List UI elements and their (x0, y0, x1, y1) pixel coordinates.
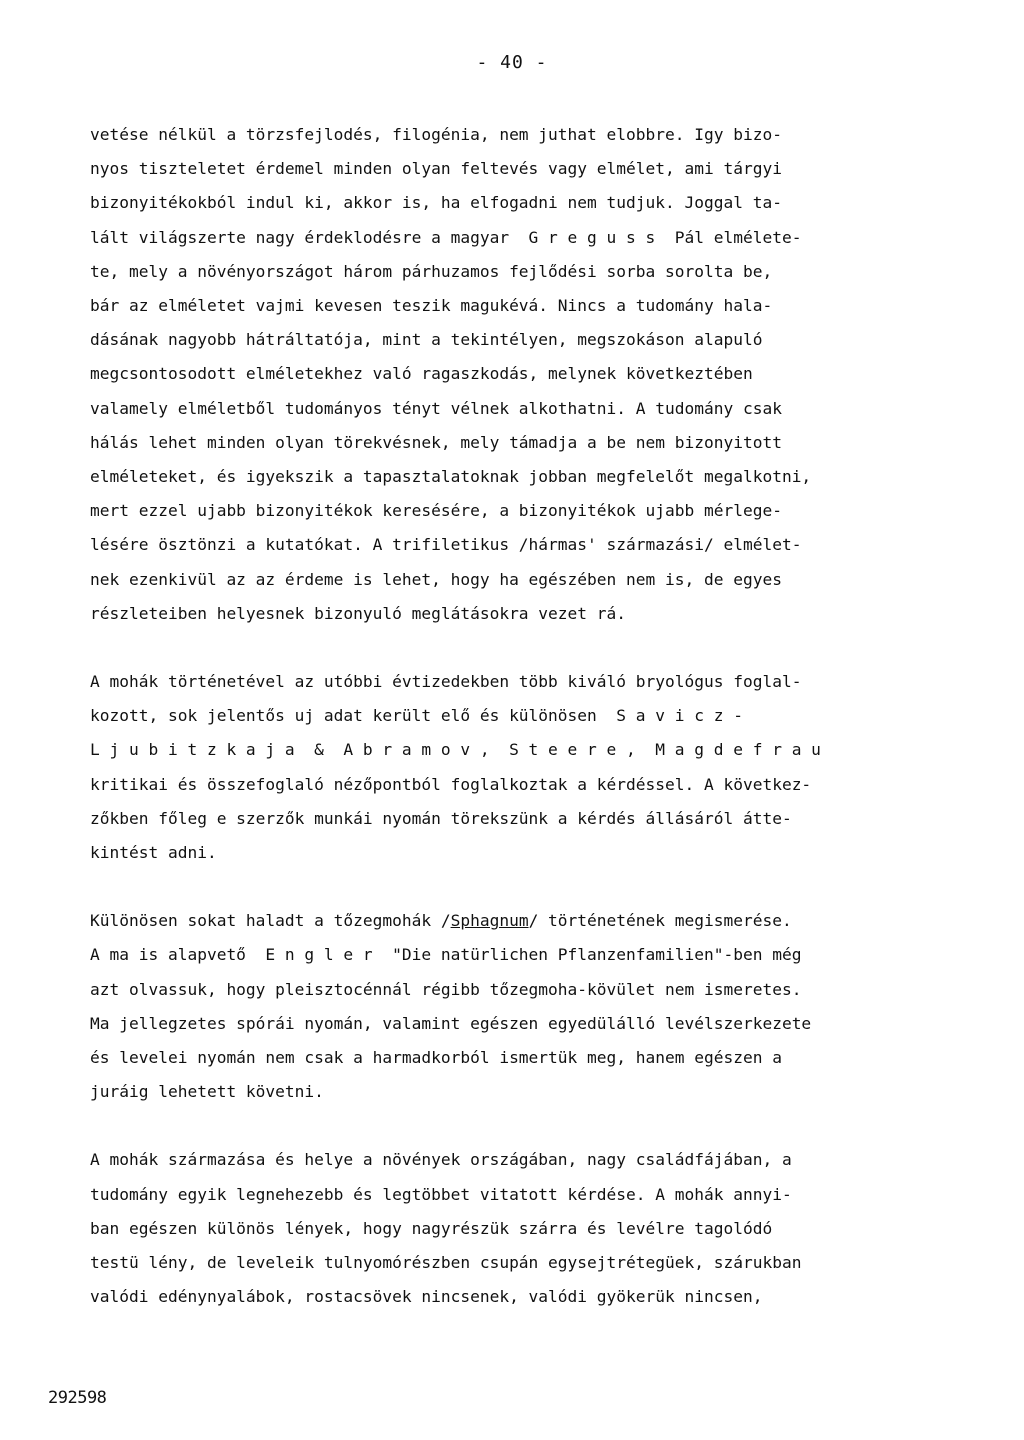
text-line: A ma is alapvető E n g l e r "Die natürlichen Pflanzenfamilien"-ben még (90, 945, 802, 965)
text-line: részleteiben helyesnek bizonyuló meglátásokra vezet rá. (90, 603, 627, 623)
text-line: kozott, sok jelentős uj adat került elő és különösen S a v i c z - (90, 706, 743, 726)
text-line: Különösen sokat haladt a tőzegmohák /Sphagnum/ történetének megismerése. (90, 911, 792, 931)
text-line: és levelei nyomán nem csak a harmadkorból ismertük meg, hanem egészen a (90, 1048, 782, 1068)
text-line: kintést adni. (90, 843, 217, 863)
text-line: azt olvassuk, hogy pleisztocénnál régibb tőzegmoha-kövület nem ismeretes. (90, 979, 802, 999)
underlined-term: Sphagnum (450, 911, 529, 931)
text-line: vetése nélkül a törzsfejlodés, filogénia, nem juthat elobbre. Igy bizo- (90, 125, 782, 144)
text-line: tudomány egyik legnehezebb és legtöbbet vitatott kérdése. A mohák annyi- (90, 1184, 792, 1204)
text-line: kritikai és összefoglaló nézőpontból foglalkoztak a kérdéssel. A következ- (90, 774, 812, 794)
paragraph-3 (90, 904, 980, 1109)
text-line: elméleteket, és igyekszik a tapasztalatoknak jobban megfelelőt megalkotni, (90, 467, 812, 487)
text-line: mert ezzel ujabb bizonyitékok keresésére, a bizonyitékok ujabb mérlege- (90, 501, 782, 521)
text-line: nyos tiszteletet érdemel minden olyan feltevés vagy elmélet, ami tárgyi (90, 159, 782, 179)
paragraph-1 (90, 118, 980, 631)
page-number: - 40 - (476, 52, 548, 73)
text-line: te, mely a növényországot három párhuzamos fejlődési sorba sorolta be, (90, 261, 773, 281)
text-line: valódi edénynyalábok, rostacsövek nincsenek, valódi gyökerük nincsen, (90, 1287, 763, 1307)
text-line: L j u b i t z k a j a & A b r a m o v , S t e e r e , M a g d e f r a u (90, 740, 821, 760)
text-line: nek ezenkivül az az érdeme is lehet, hogy ha egészében nem is, de egyes (90, 569, 782, 589)
text-line: megcsontosodott elméletekhez való ragaszkodás, melynek következtében (90, 364, 753, 384)
text-line: ban egészen különös lények, hogy nagyrészük szárra és levélre tagolódó (90, 1218, 773, 1238)
text-line: juráig lehetett követni. (90, 1082, 324, 1102)
paragraph-4 (90, 1143, 980, 1314)
footer-code: 292598 (48, 1388, 107, 1408)
text-line: A mohák származása és helye a növények országában, nagy családfájában, a (90, 1150, 792, 1170)
text-line: lált világszerte nagy érdeklodésre a magyar G r e g u s s Pál elmélete- (90, 227, 802, 247)
text-line: Ma jellegzetes spórái nyomán, valamint egészen egyedülálló levélszerkezete (90, 1013, 812, 1033)
paragraph-2 (90, 665, 980, 870)
text-line: bár az elméletet vajmi kevesen teszik magukévá. Nincs a tudomány hala- (90, 296, 773, 316)
text-line: dásának nagyobb hátráltatója, mint a tekintélyen, megszokáson alapuló (90, 330, 763, 350)
text-line: valamely elméletből tudományos tényt vélnek alkothatni. A tudomány csak (90, 398, 782, 418)
document-body (90, 118, 980, 1315)
text-line: bizonyitékokból indul ki, akkor is, ha elfogadni nem tudjuk. Joggal ta- (90, 193, 782, 213)
text-line: A mohák történetével az utóbbi évtizedekben több kiváló bryológus foglal- (90, 672, 802, 692)
text-line: lésére ösztönzi a kutatókat. A trifiletikus /hármas' származási/ elmélet- (90, 535, 802, 555)
text-line: testü lény, de leveleik tulnyomórészben csupán egysejtrétegüek, szárukban (90, 1253, 802, 1273)
text-line: zőkben főleg e szerzők munkái nyomán törekszünk a kérdés állásáról átte- (90, 808, 792, 828)
text-line: hálás lehet minden olyan törekvésnek, mely támadja a be nem bizonyitott (90, 432, 782, 452)
